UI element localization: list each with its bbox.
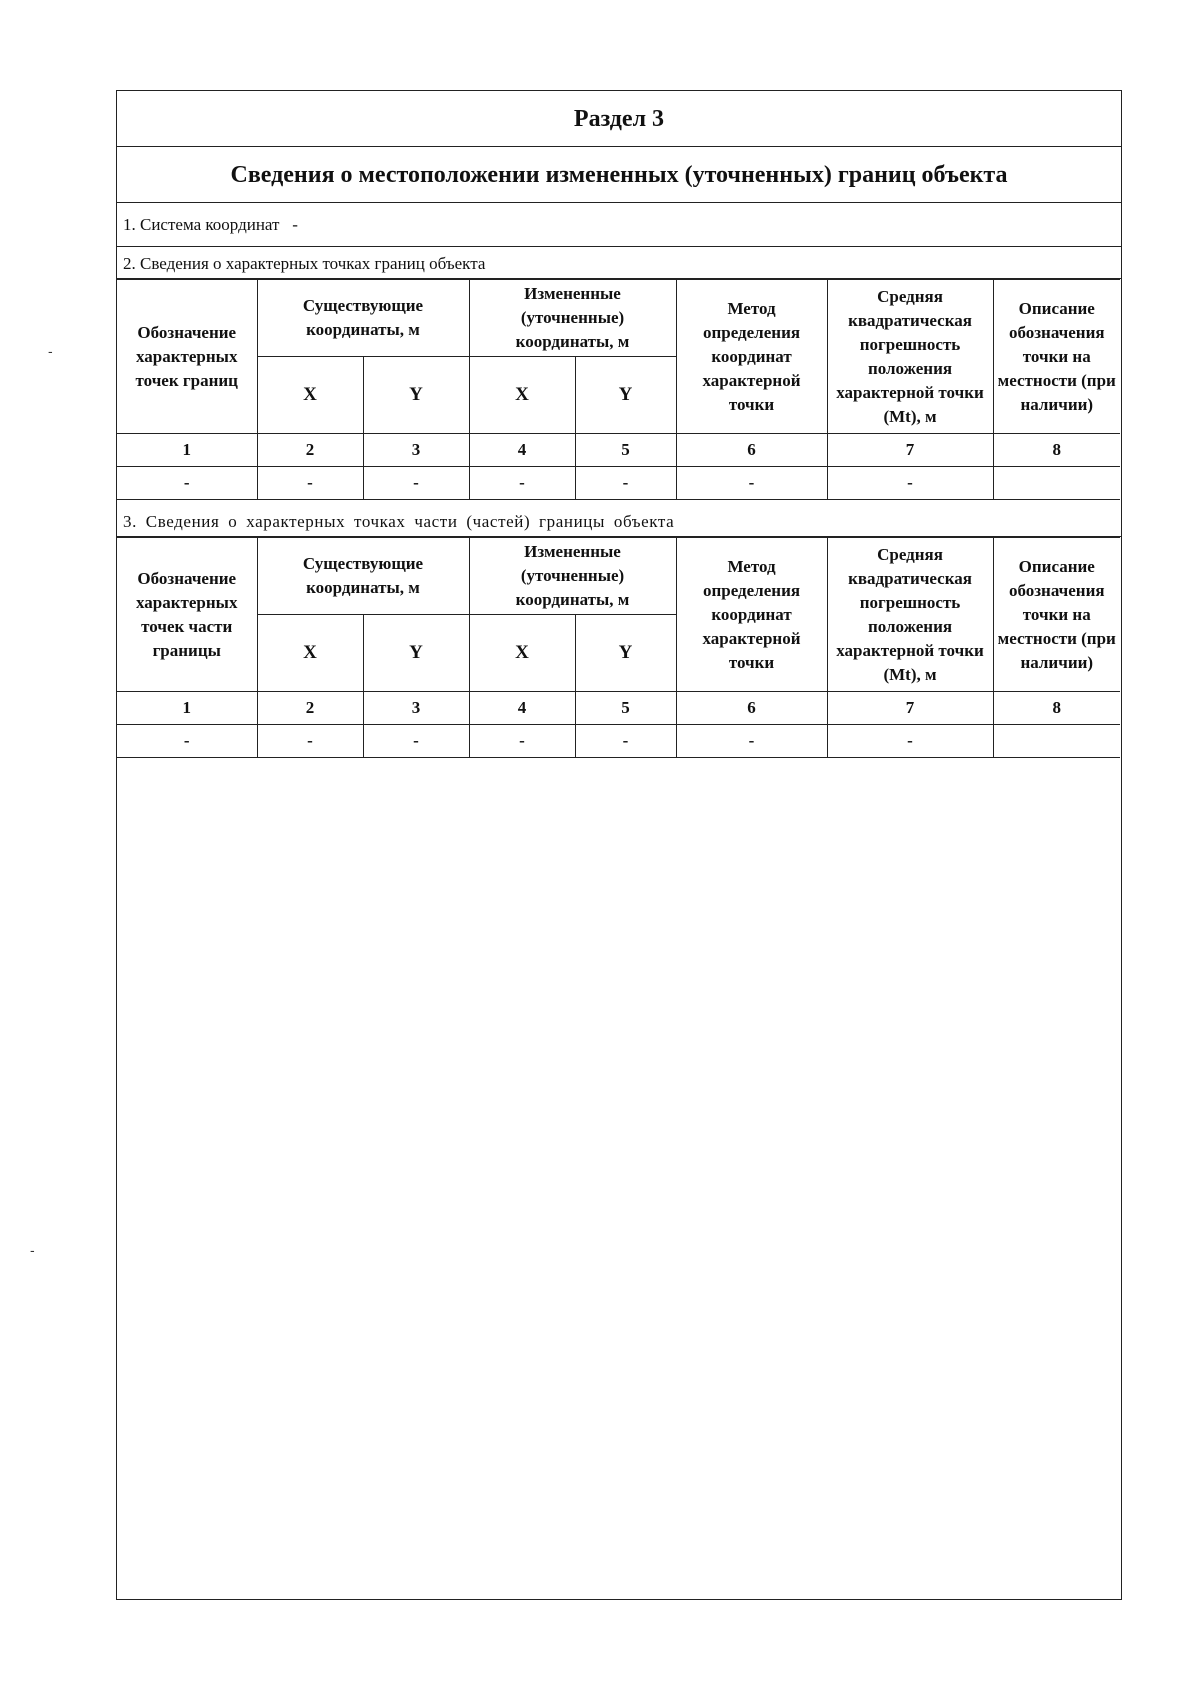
column-number: 7 xyxy=(827,692,993,725)
header-description: Описание обозначения точки на местности (при наличии) xyxy=(993,280,1120,434)
header-existing-y: Y xyxy=(363,357,469,434)
table-cell: - xyxy=(827,467,993,500)
header-changed-coords: Измененные (уточненные) координаты, м xyxy=(469,280,676,357)
column-number: 8 xyxy=(993,692,1120,725)
column-numbers-row xyxy=(117,434,1120,467)
table-cell: - xyxy=(117,467,257,500)
column-number: 1 xyxy=(117,434,257,467)
column-number: 5 xyxy=(575,434,676,467)
table-cell: - xyxy=(676,467,827,500)
section2-label: 2. Сведения о характерных точках границ объекта xyxy=(117,247,1121,279)
column-number: 3 xyxy=(363,692,469,725)
header-existing-x: X xyxy=(257,615,363,692)
table-cell: - xyxy=(827,725,993,758)
header-description: Описание обозначения точки на местности (при наличии) xyxy=(993,538,1120,692)
document-sheet xyxy=(116,90,1122,1600)
margin-mark: - xyxy=(30,1242,35,1258)
header-changed-coords: Измененные (уточненные) координаты, м xyxy=(469,538,676,615)
header-changed-x: X xyxy=(469,615,575,692)
column-number: 6 xyxy=(676,434,827,467)
header-method: Метод определения координат характерной точки xyxy=(676,280,827,434)
table-cell: - xyxy=(257,725,363,758)
main-title: Сведения о местоположении измененных (уточненных) границ объекта xyxy=(117,147,1121,203)
column-number: 5 xyxy=(575,692,676,725)
header-existing-coords: Существующие координаты, м xyxy=(257,538,469,615)
header-error: Средняя квадратическая погрешность положения характерной точки (Mt), м xyxy=(827,280,993,434)
table-row xyxy=(117,467,1120,500)
column-number: 7 xyxy=(827,434,993,467)
table-cell: - xyxy=(575,467,676,500)
header-error: Средняя квадратическая погрешность положения характерной точки (Mt), м xyxy=(827,538,993,692)
table-cell: - xyxy=(363,467,469,500)
header-existing-x: X xyxy=(257,357,363,434)
table-cell: - xyxy=(469,467,575,500)
column-number: 4 xyxy=(469,692,575,725)
margin-mark: - xyxy=(48,343,53,359)
coordinate-system-value: - xyxy=(292,215,298,234)
header-method: Метод определения координат характерной точки xyxy=(676,538,827,692)
table-cell: - xyxy=(117,725,257,758)
column-number: 3 xyxy=(363,434,469,467)
table-cell xyxy=(993,467,1120,500)
column-numbers-row xyxy=(117,692,1120,725)
section3-label: 3. Сведения о характерных точках части (частей) границы объекта xyxy=(117,505,1121,537)
table-cell: - xyxy=(363,725,469,758)
boundary-points-table xyxy=(117,279,1120,500)
header-designation: Обозначение характерных точек части границы xyxy=(117,538,257,692)
table-cell xyxy=(993,725,1120,758)
part-boundary-points-table xyxy=(117,537,1120,758)
column-number: 2 xyxy=(257,692,363,725)
column-number: 1 xyxy=(117,692,257,725)
table-cell: - xyxy=(257,467,363,500)
column-number: 4 xyxy=(469,434,575,467)
header-changed-x: X xyxy=(469,357,575,434)
header-existing-coords: Существующие координаты, м xyxy=(257,280,469,357)
table-row xyxy=(117,725,1120,758)
table-cell: - xyxy=(469,725,575,758)
table-cell: - xyxy=(676,725,827,758)
header-designation: Обозначение характерных точек границ xyxy=(117,280,257,434)
coordinate-system-label: 1. Система координат xyxy=(123,215,280,234)
coordinate-system-row xyxy=(117,203,1121,247)
section-title: Раздел 3 xyxy=(117,91,1121,147)
header-existing-y: Y xyxy=(363,615,469,692)
table-cell: - xyxy=(575,725,676,758)
column-number: 8 xyxy=(993,434,1120,467)
header-changed-y: Y xyxy=(575,615,676,692)
column-number: 2 xyxy=(257,434,363,467)
column-number: 6 xyxy=(676,692,827,725)
header-changed-y: Y xyxy=(575,357,676,434)
